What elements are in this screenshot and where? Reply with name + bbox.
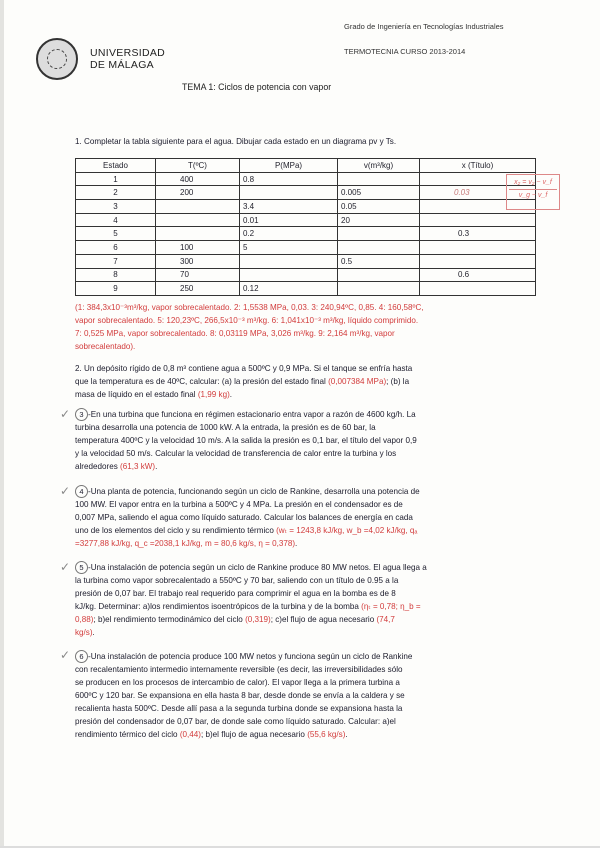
q4-line — [75, 537, 541, 550]
q6-line: 600ºC y 120 bar. Se expansiona en ella hasta 8 bar, desde donde se envía a la caldera y se — [75, 691, 405, 700]
q4-tail: . — [295, 539, 298, 548]
q5-line: presión de 0,07 bar. El trabajo real requerido para comprimir el agua en la bomba es de 8 — [75, 589, 396, 598]
university-line1: UNIVERSIDAD — [90, 47, 166, 59]
table-row — [76, 172, 536, 186]
q6-line-text: Una instalación de potencia produce 100 MW netos y funciona según un ciclo de Rankine — [90, 652, 413, 661]
q4-line: 0,007 MPa, saliendo el agua como líquido saturado. Calcular los balances de energía en cada — [75, 513, 413, 522]
university-line2: DE MÁLAGA — [90, 59, 154, 71]
q2-answer-b: (1,99 kg) — [197, 390, 230, 399]
cell: 4 — [76, 213, 156, 227]
q1-prompt: 1. Completar la tabla siguiente para el agua. Dibujar cada estado en un diagrama pv y Ts. — [75, 137, 397, 146]
q5-answer-c-part1: (74,7 — [376, 615, 395, 624]
cell — [240, 268, 338, 282]
cell: 0.03 — [420, 186, 536, 200]
q3-line — [75, 460, 541, 473]
cell: 0.6 — [420, 268, 536, 282]
cell — [240, 186, 338, 200]
q3-answer: (61,3 kW) — [120, 462, 156, 471]
cell: 0.01 — [240, 213, 338, 227]
cell: 5 — [76, 227, 156, 241]
q3-line-text: En una turbina que funciona en régimen estacionario entra vapor a razón de 4600 kg/h. La — [90, 410, 416, 419]
q6-line-text: rendimiento térmico del ciclo — [75, 730, 178, 739]
cell: 9 — [76, 282, 156, 296]
q4-number: 4 — [75, 485, 88, 498]
cell: 6 — [76, 241, 156, 255]
q2-tail-a: ; (b) la — [386, 377, 410, 386]
q5-line-text: kJ/kg. Determinar: a)los rendimientos isoentrópicos de la turbina y de la bomba — [75, 602, 359, 611]
q6-line — [75, 728, 541, 741]
q1-answer-line: (1: 384,3x10⁻³m³/kg, vapor sobrecalentado. 2: 1,5538 MPa, 0,03. 3: 240,94ºC, 0,85. 4: 160,58ºC, — [75, 303, 424, 312]
cell: 0.12 — [240, 282, 338, 296]
cell: 7 — [76, 254, 156, 268]
col-header-quality: x (Título) — [420, 159, 536, 173]
cell: 5 — [240, 241, 338, 255]
cell: 0.005 — [338, 186, 420, 200]
cell: 2 — [76, 186, 156, 200]
university-name — [90, 47, 165, 71]
table-row — [76, 213, 536, 227]
q5-line-text: ; c)el flujo de agua necesario — [270, 615, 375, 624]
q2-line-text: que la temperatura es de 40ºC, calcular: (a) la presión del estado final — [75, 377, 326, 386]
check-mark-icon: ✓ — [60, 560, 71, 574]
cell: 20 — [338, 213, 420, 227]
q4-answer-part1: (wₜ = 1243,8 kJ/kg, w_b =4,02 kJ/kg, qₐ — [276, 526, 418, 535]
q4-line-text: uno de los elementos del ciclo y su rendimiento térmico — [75, 526, 274, 535]
cell — [156, 200, 240, 214]
q3-line-text: alrededores — [75, 462, 118, 471]
cell — [240, 254, 338, 268]
q6-block — [75, 650, 541, 741]
q2-tail-b: . — [229, 390, 233, 399]
q5-answer-b: (0,319) — [245, 615, 271, 624]
cell: 100 — [156, 241, 240, 255]
cell: 300 — [156, 254, 240, 268]
q1-answers — [75, 301, 541, 353]
q4-line — [75, 524, 541, 537]
cell: 0.2 — [240, 227, 338, 241]
q2-line — [75, 375, 541, 388]
cell: 3 — [76, 200, 156, 214]
q5-line-text: Una instalación de potencia según un ciclo de Rankine produce 80 MW netos. El agua llega a — [90, 563, 427, 572]
course-title: TERMOTECNIA CURSO 2013-2014 — [344, 47, 466, 56]
q5-answer-a-part1: (ηₜ = 0,78; η_b = — [361, 602, 421, 611]
q4-line: 100 MW. El vapor entra en la turbina a 500ºC y 4 MPa. La presión en el condensador es de — [75, 500, 403, 509]
cell — [338, 241, 420, 255]
q2-line — [75, 388, 541, 401]
cell: 1 — [76, 172, 156, 186]
q6-answer-a: (0,44) — [179, 730, 201, 739]
table-header-row — [76, 159, 536, 173]
q5-block — [75, 561, 541, 639]
q3-block — [75, 408, 541, 473]
q4-line: 4 -Una planta de potencia, funcionando según un ciclo de Rankine, desarrolla una potencia de — [75, 485, 541, 498]
col-header-volume: v(m³/kg) — [338, 159, 420, 173]
q1-answer-line: 7: 0,525 MPa, vapor sobrecalentado. 8: 0,03119 MPa, 3,026 m³/kg. 9: 2,164 m³/kg, vapor — [75, 329, 395, 338]
table-row — [76, 200, 536, 214]
table-row — [76, 268, 536, 282]
pencil-margin-note — [506, 174, 560, 210]
q5-number: 5 — [75, 561, 88, 574]
q5-answer-a-part2: 0,88) — [75, 615, 94, 624]
cell: 250 — [156, 282, 240, 296]
q6-line-text: ; b)el flujo de agua necesario — [200, 730, 305, 739]
cell — [338, 282, 420, 296]
q2-line: 2. Un depósito rígido de 0,8 m³ contiene agua a 500ºC y 0,9 MPa. Si el tanque se enfría hasta — [75, 364, 413, 373]
q3-line: turbina desarrolla una potencia de 1000 kW. A la entrada, la presión es de 60 bar, la — [75, 423, 376, 432]
cell — [420, 241, 536, 255]
margin-note-top: x₂ = v₂ − v_f — [514, 179, 552, 186]
q2-answer-a: (0,007384 MPa) — [328, 377, 387, 386]
cell — [338, 172, 420, 186]
cell: 200 — [156, 186, 240, 200]
col-header-pressure: P(MPa) — [240, 159, 338, 173]
q2-block — [75, 362, 541, 401]
table-row — [76, 254, 536, 268]
q3-line: 3 -En una turbina que funciona en régimen estacionario entra vapor a razón de 4600 kg/h. La — [75, 408, 541, 421]
q5-answer-c-part2: kg/s) — [75, 628, 93, 637]
check-mark-icon: ✓ — [60, 484, 71, 498]
q4-line-text: Una planta de potencia, funcionando según un ciclo de Rankine, desarrolla una potencia de — [90, 487, 420, 496]
q4-block — [75, 485, 541, 550]
q5-line: la turbina como vapor sobrecalentado a 550ºC y 70 bar, saliendo con un título de 0.95 a la — [75, 576, 399, 585]
cell — [156, 213, 240, 227]
q1-answer-line: sobrecalentado). — [75, 342, 136, 351]
degree-title: Grado de Ingeniería en Tecnologías Industriales — [344, 22, 504, 31]
scan-edge — [0, 0, 4, 848]
cell: 0.8 — [240, 172, 338, 186]
university-seal-icon — [36, 38, 78, 80]
cell: 3.4 — [240, 200, 338, 214]
cell — [156, 227, 240, 241]
topic-title: TEMA 1: Ciclos de potencia con vapor — [182, 82, 332, 92]
q5-line — [75, 626, 541, 639]
col-header-temperature: T(ºC) — [156, 159, 240, 173]
cell: 0.05 — [338, 200, 420, 214]
cell — [420, 254, 536, 268]
q5-line: 5 -Una instalación de potencia según un ciclo de Rankine produce 80 MW netos. El agua llega a — [75, 561, 541, 574]
q5-tail: . — [92, 628, 95, 637]
states-table — [75, 158, 536, 296]
table-row — [76, 241, 536, 255]
margin-note-bottom: v_g − v_f — [509, 189, 557, 202]
q6-answer-b: (55,6 kg/s) — [307, 730, 346, 739]
cell — [338, 268, 420, 282]
q1-answer-line: vapor sobrecalentado. 5: 120,23ºC, 266,5x10⁻³ m³/kg. 6: 1,041x10⁻³ m³/kg, líquido comprimido. — [75, 316, 419, 325]
cell — [338, 227, 420, 241]
q3-number: 3 — [75, 408, 88, 421]
table-row — [76, 282, 536, 296]
col-header-estado: Estado — [76, 159, 156, 173]
q6-line: 6 -Una instalación de potencia produce 100 MW netos y funciona según un ciclo de Rankine — [75, 650, 541, 663]
q5-line-text: ; b)el rendimiento termodinámico del ciclo — [93, 615, 243, 624]
q6-line: presión del condensador de 0,07 bar, de donde sale como líquido saturado. Calcular: a)el — [75, 717, 396, 726]
cell: 8 — [76, 268, 156, 282]
q3-line: y la velocidad 50 m/s. Calcular la velocidad de transferencia de calor entre la turbina y los — [75, 449, 397, 458]
q6-number: 6 — [75, 650, 88, 663]
q3-line: temperatura 400ºC y la velocidad 10 m/s. A la salida la presión es 0,1 bar, el título del vapor 0,9 — [75, 436, 417, 445]
cell: 400 — [156, 172, 240, 186]
q3-tail: . — [155, 462, 158, 471]
cell — [420, 213, 536, 227]
q6-tail: . — [345, 730, 348, 739]
check-mark-icon: ✓ — [60, 648, 71, 662]
table-row — [76, 227, 536, 241]
q5-line — [75, 600, 541, 613]
table-row — [76, 186, 536, 200]
q4-answer-part2: =3277,88 kJ/kg, q_c =2038,1 kJ/kg, m = 80,6 kg/s, η = 0,378) — [75, 539, 296, 548]
cell: 0.3 — [420, 227, 536, 241]
q5-line — [75, 613, 541, 626]
q6-line: recalienta hasta 500ºC. Desde allí pasa a la segunda turbina donde se expansiona hasta la — [75, 704, 403, 713]
cell — [420, 282, 536, 296]
cell: 70 — [156, 268, 240, 282]
q2-line-text: masa de líquido en el estado final — [75, 390, 196, 399]
q6-line: con recalentamiento intermedio internamente reversible (es decir, las irreversibilidades sólo — [75, 665, 403, 674]
cell: 0.5 — [338, 254, 420, 268]
check-mark-icon: ✓ — [60, 407, 71, 421]
q6-line: se producen en los procesos de intercambio de calor). El vapor llega a la primera turbina a — [75, 678, 400, 687]
